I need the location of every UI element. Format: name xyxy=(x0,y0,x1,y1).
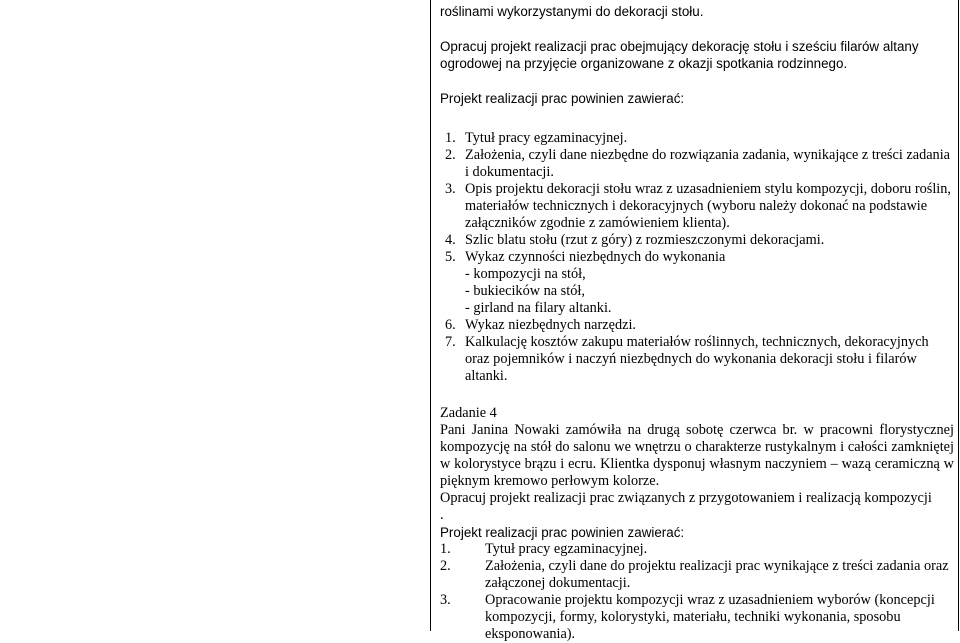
list-subitem: - bukiecików na stół, xyxy=(465,283,585,299)
document-cell xyxy=(440,0,954,643)
project-heading: Projekt realizacji prac powinien zawierać: xyxy=(440,91,685,106)
list-item-number: 3. xyxy=(440,592,451,608)
list-item-text: Tytuł pracy egzaminacyjnej. xyxy=(485,541,648,557)
list-item-number: 2. xyxy=(440,558,451,574)
list-subitem: - kompozycji na stół, xyxy=(465,266,586,282)
list-item-number: 6. xyxy=(445,317,456,333)
table-left-border xyxy=(430,0,431,631)
list-item-text: Wykaz czynności niezbędnych do wykonania xyxy=(465,249,726,265)
zadanie-4-body: Pani Janina Nowaki zamówiła na drugą sobotę czerwca br. w pracowni florystycznej kompozycję na stół do salonu we wnętrzu o charakterze rustykalnym i całości zamkniętej w kolorystyce brązu i ecru. Klientka dysponuj własnym naczyniem – wazą ceramiczną w pięknym kremowo perłowym kolorze. xyxy=(440,422,954,489)
list-item xyxy=(440,592,954,643)
list-item xyxy=(445,334,954,385)
list-item-number: 7. xyxy=(445,334,456,350)
list-item-number: 5. xyxy=(445,249,456,265)
list-item-text: Założenia, czyli dane niezbędne do rozwiązania zadania, wynikające z treści zadania i dokumentacji. xyxy=(465,147,951,180)
list-item-text: Opracowanie projektu kompozycji wraz z uzasadnieniem wyborów (koncepcji kompozycji, formy, kolorystyki, materiału, techniki wykonania, sposobu eksponowania). xyxy=(485,592,935,642)
task-instruction: Opracuj projekt realizacji prac obejmujący dekorację stołu i sześciu filarów altany ogrodowej na przyjęcie organizowane z okazji spotkania rodzinnego. xyxy=(440,39,919,71)
list-subitem: - girland na filary altanki. xyxy=(465,300,612,316)
list-item xyxy=(445,249,954,317)
list-item-number: 4. xyxy=(445,232,456,248)
zadanie-4-project-heading: Projekt realizacji prac powinien zawierać: xyxy=(440,525,685,540)
requirements-list xyxy=(440,130,954,385)
list-item xyxy=(445,147,954,181)
list-item xyxy=(445,232,954,249)
list-item xyxy=(440,541,954,558)
zadanie-4-requirements-list xyxy=(440,541,954,643)
zadanie-4-task-dot: . xyxy=(440,507,444,523)
list-item-text: Wykaz niezbędnych narzędzi. xyxy=(465,317,637,333)
table-right-border xyxy=(958,0,959,631)
list-item xyxy=(445,317,954,334)
list-item xyxy=(445,181,954,232)
list-item-number: 1. xyxy=(445,130,456,146)
list-item xyxy=(445,130,954,147)
list-item-number: 1. xyxy=(440,541,451,557)
list-item xyxy=(440,558,954,592)
list-item-text: Szlic blatu stołu (rzut z góry) z rozmieszczonymi dekoracjami. xyxy=(465,232,825,248)
intro-continuation: roślinami wykorzystanymi do dekoracji stołu. xyxy=(440,4,704,19)
list-item-number: 2. xyxy=(445,147,456,163)
list-item-number: 3. xyxy=(445,181,456,197)
list-item-text: Założenia, czyli dane do projektu realizacji prac wynikające z treści zadania oraz załączonej dokumentacji. xyxy=(485,558,949,591)
list-item-text: Opis projektu dekoracji stołu wraz z uzasadnieniem stylu kompozycji, doboru roślin, materiałów technicznych i dekoracyjnych (wyboru należy dokonać na podstawie załączników zgodnie z zamówieniem klienta). xyxy=(465,181,951,231)
zadanie-4-title: Zadanie 4 xyxy=(440,405,497,421)
list-item-text: Tytuł pracy egzaminacyjnej. xyxy=(465,130,628,146)
list-item-text: Kalkulację kosztów zakupu materiałów roślinnych, technicznych, dekoracyjnych oraz pojemników i naczyń niezbędnych do wykonania dekoracji stołu i filarów altanki. xyxy=(465,334,929,384)
zadanie-4-task: Opracuj projekt realizacji prac związanych z przygotowaniem i realizacją kompozycji xyxy=(440,490,932,506)
